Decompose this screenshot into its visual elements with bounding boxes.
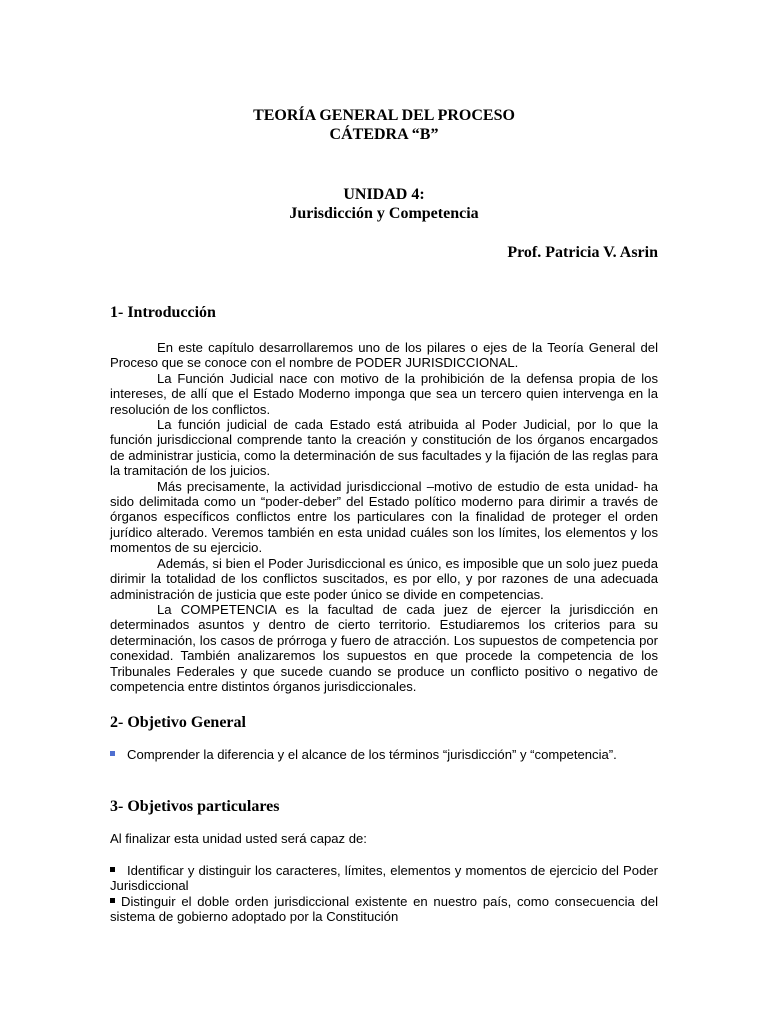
general-objective-body [110,747,658,762]
professor-name: Prof. Patricia V. Asrin [507,244,658,261]
course-title: TEORÍA GENERAL DEL PROCESO [253,107,515,124]
unit-title [110,185,658,223]
intro-heading: 1- Introducción [110,304,216,321]
list-item [110,894,658,925]
unit-number: UNIDAD 4: [343,186,425,203]
intro-paragraph: Además, si bien el Poder Jurisdiccional es único, es imposible que un solo juez pueda dirimir la totalidad de los conflictos suscitados, es por ello, y por razones de una adecuada administración de justicia que este poder único se divide en competencias. [110,555,658,602]
general-objective-text: Comprender la diferencia y el alcance de los términos “jurisdicción” y “competencia”. [127,747,617,762]
square-bullet-icon [110,751,115,756]
list-item-text: Distinguir el doble orden jurisdiccional existente en nuestro país, como consecuencia del sistema de gobierno adoptado por la Constitución [110,893,658,925]
intro-paragraph: La función judicial de cada Estado está atribuida al Poder Judicial, por lo que la función jurisdiccional comprende tanto la creación y constitución de los órganos encargados de administrar justicia, como la determinación de sus facultades y la fijación de las reglas para la tramitación de los juicios. [110,417,658,479]
general-objective-item [110,747,658,762]
square-bullet-icon [110,898,115,903]
unit-name: Jurisdicción y Competencia [289,205,479,222]
particular-objectives-lead: Al finalizar esta unidad usted será capaz de: [110,831,367,846]
chair-title: CÁTEDRA “B” [329,126,439,143]
intro-paragraph: La COMPETENCIA es la facultad de cada juez de ejercer la jurisdicción en determinados asuntos y dentro de cierto territorio. Estudiaremos los criterios para su determinación, los casos de prórroga y fuero de atracción. Los supuestos de competencia por conexidad. También analizaremos los supuestos en que procede la competencia de los Tribunales Federales y que sucede cuando se produce un conflicto positivo o negativo de competencia entre distintos órganos jurisdiccionales. [110,601,658,694]
particular-objectives-heading: 3- Objetivos particulares [110,798,280,815]
intro-paragraph: Más precisamente, la actividad jurisdiccional –motivo de estudio de esta unidad- ha sido delimitada como un “poder-deber” del Estado político moderno para dirimir a través de órganos específicos conflictos entre los particulares con la finalidad de proteger el orden jurídico alterado. Veremos también en esta unidad cuáles son los límites, los elementos y los momentos de su ejercicio. [110,478,658,556]
list-item [110,863,658,894]
intro-body [110,340,658,694]
square-bullet-icon [110,867,115,872]
intro-paragraph: La Función Judicial nace con motivo de la prohibición de la defensa propia de los intereses, de allí que el Estado Moderno imponga que sea un tercero quien intervenga en la resolución de los conflictos. [110,370,658,417]
document-title [110,106,658,144]
list-item-text: Identificar y distinguir los caracteres, límites, elementos y momentos de ejercicio del Poder Jurisdiccional [110,863,658,894]
intro-paragraph: En este capítulo desarrollaremos uno de los pilares o ejes de la Teoría General del Proceso que se conoce con el nombre de PODER JURISDICCIONAL. [110,340,658,371]
general-objective-heading: 2- Objetivo General [110,714,246,731]
particular-objectives-list [110,863,658,925]
